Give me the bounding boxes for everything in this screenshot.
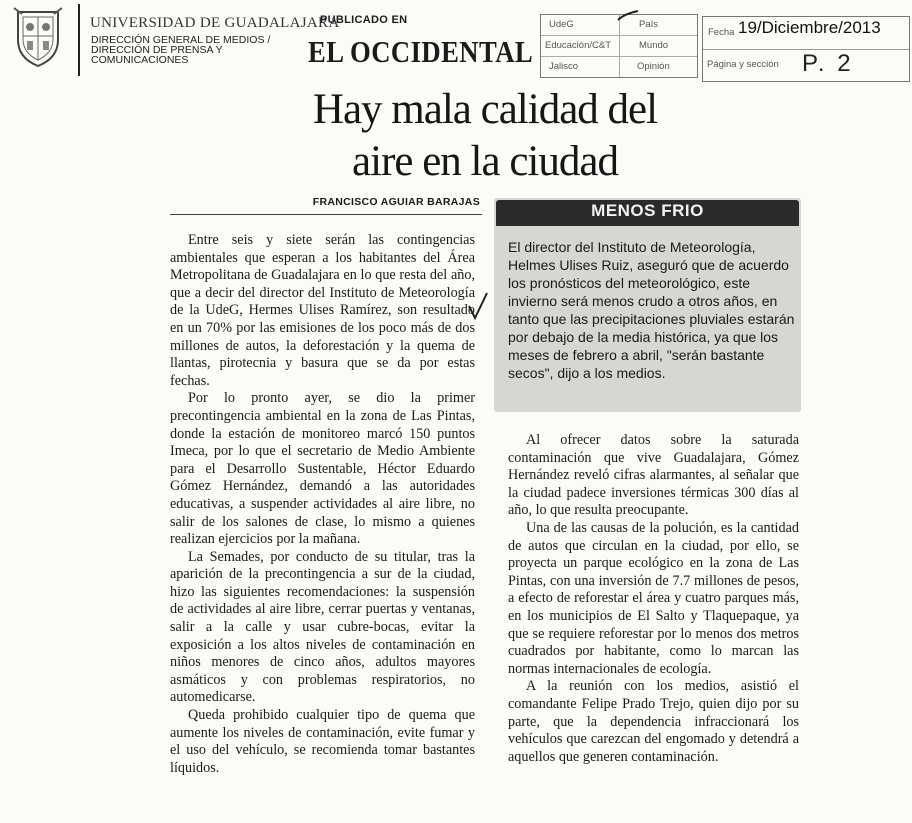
handwritten-check-icon (614, 8, 642, 26)
date-label: Fecha (708, 27, 735, 38)
byline-rule (170, 214, 482, 215)
article-right-column (508, 432, 799, 766)
article-left-column (170, 232, 475, 777)
paragraph: Una de las causas de la polución, es la cantidad de autos que circulan en la ciudad, por ello, se proyecta un parque ecológico en la zona de Las Pintas, con una inversión de 7.7 millones de pesos, a efecto de reforestar el área y cuatro parques más, en los municipios de El Salto y Tlaquepaque, ya que se requiere reforestar por lo menos dos metros cuadrados por habitante, como lo marcan las normas internacionales de ecología. (508, 519, 799, 677)
paragraph: La Semades, por conducto de su titular, tras la aparición de la precontingencia a sur de la ciudad, hizo las siguientes recomendaciones: la suspensión de actividades al aire libre, cerrar puertas y ventanas, salir a la calle y usar cubre-bocas, evitar la exposición a los altos niveles de contaminación en niños menores de cinco años, adultos mayores asmáticos y con problemas respiratorios, no automedicarse. (170, 548, 475, 706)
section-opinion: Opinión (637, 61, 670, 72)
handwritten-check-icon (466, 290, 490, 324)
university-seal-icon (10, 6, 66, 68)
paragraph: Entre seis y siete serán las contingencias ambientales que esperan a los habitantes del Área Metropolitana de Guadalajara en lo que resta del año, que a decir del director del Instituto de Meteorología de la UdeG, Hermes Ulises Ramírez, son resultado en un 70% por las emisiones de los poco más de dos millones de autos, la deforestación y la quema de llantas, pirotecnia y basura que se da por estas fechas. (170, 232, 475, 389)
sidebar-text: El director del Instituto de Meteorología, Helmes Ulises Ruiz, aseguró que de acuerdo los pronósticos del meteorológico, este invierno será menos crudo a otros años, en tanto que las precipitaciones pluviales estarán por debajo de la media histórica, ya que los meses de febrero a abril, "serán bastante secos", dijo a los medios. (508, 239, 795, 381)
page-value: P. 2 (802, 50, 854, 77)
sidebar-title: MENOS FRIO (591, 201, 704, 220)
published-in-label: PUBLICADO EN (320, 14, 408, 26)
page-section-label: Página y sección (707, 59, 779, 70)
department-name: DIRECCIÓN GENERAL DE MEDIOS / DIRECCIÓN DE PRENSA Y COMUNICACIONES (91, 34, 271, 66)
section-udeg: UdeG (549, 19, 574, 30)
paragraph: Por lo pronto ayer, se dio la primer precontingencia ambiental en la zona de Las Pintas, donde la estación de monitoreo marcó 150 puntos Imeca, por lo que el secretario de Medio Ambiente para el Desarrollo Sustentable, Héctor Eduardo Gómez Hernández, demandó a las autoridades educativas, a suspender actividades al aire libre, no salir de los salones de clase, lo mismo a quienes realizan ejercicios por la mañana. (170, 390, 475, 548)
section-jalisco: Jalisco (549, 61, 579, 72)
university-name: UNIVERSIDAD DE GUADALAJARA (90, 15, 340, 31)
article-headline: Hay mala calidad del aire en la ciudad (312, 86, 658, 185)
paragraph: A la reunión con los medios, asistió el comandante Felipe Prado Trejo, quien dijo por su parte, que la dependencia infraccionará los vehículos que carezcan del engomado y detendrá a aquellos que generen contaminación. (508, 678, 799, 765)
date-value: 19/Diciembre/2013 (738, 18, 881, 37)
paragraph: Queda prohibido cualquier tipo de quema que aumente los niveles de contaminación, evite fumar y el uso del vehículo, se recomienda tomar bastantes líquidos. (170, 707, 475, 776)
article-byline: FRANCISCO AGUIAR BARAJAS (312, 196, 480, 208)
section-mundo: Mundo (639, 40, 669, 51)
section-educacion: Educación/C&T (545, 40, 612, 51)
publication-name: EL OCCIDENTAL (308, 34, 534, 69)
section-pais: País (639, 19, 659, 30)
header-divider (78, 4, 80, 76)
paragraph: Al ofrecer datos sobre la saturada contaminación que vive Guadalajara, Gómez Hernández reveló cifras alarmantes, al señalar que la ciudad padece inversiones térmicas 300 días al año, lo que resulta preocupante. (508, 432, 799, 519)
